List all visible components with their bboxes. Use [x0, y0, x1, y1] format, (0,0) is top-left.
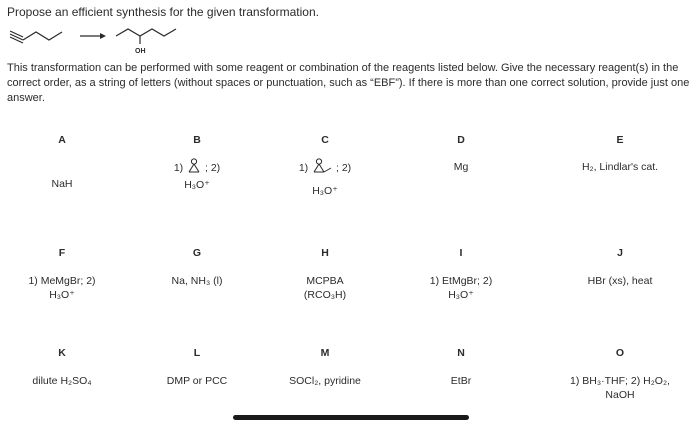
reagent-m[interactable]: M SOCl₂, pyridine	[289, 347, 361, 387]
reaction-scheme	[8, 22, 198, 58]
home-indicator[interactable]	[233, 415, 469, 420]
reaction-arrow	[80, 33, 106, 39]
reagent-j[interactable]: J HBr (xs), heat	[587, 247, 653, 287]
question-prompt: Propose an efficient synthesis for the given transformation.	[7, 5, 319, 19]
reagent-k[interactable]: K dilute H₂SO₄	[32, 347, 92, 387]
alkyne-bond-1	[10, 31, 23, 37]
product-chain	[116, 29, 176, 36]
methyl-epoxide-icon	[311, 158, 333, 174]
reagent-f[interactable]: F 1) MeMgBr; 2) H₃O⁺	[28, 247, 96, 301]
reagent-o[interactable]: O 1) BH₃·THF; 2) H₂O₂, NaOH	[570, 347, 670, 401]
oh-label: OH	[135, 48, 146, 55]
reagent-a[interactable]: A NaH	[51, 134, 73, 190]
reagent-c[interactable]: C 1) ; 2) H₃O⁺	[298, 134, 352, 197]
alkyne-chain	[23, 32, 62, 40]
reagent-d[interactable]: D Mg	[453, 134, 469, 173]
instructions: This transformation can be performed with some reagent or combination of the reagents listed below. Give the necessary reagent(s) in the correct order, as a string of letters (without spaces or punctuation, such as “EBF”). If there is more than one correct solution, provide just one answer.	[7, 62, 690, 104]
reagent-h[interactable]: H MCPBA (RCO₃H)	[303, 247, 347, 301]
reagent-l[interactable]: L DMP or PCC	[166, 347, 228, 387]
reagent-n[interactable]: N EtBr	[450, 347, 472, 387]
reagent-b[interactable]: B 1) ; 2) H₃O⁺	[173, 134, 221, 191]
epoxide-icon	[186, 158, 202, 174]
reagent-i[interactable]: I 1) EtMgBr; 2) H₃O⁺	[429, 247, 493, 301]
reagent-e[interactable]: E H₂, Lindlar's cat.	[581, 134, 659, 173]
reagent-g[interactable]: G Na, NH₃ (l)	[171, 247, 223, 287]
